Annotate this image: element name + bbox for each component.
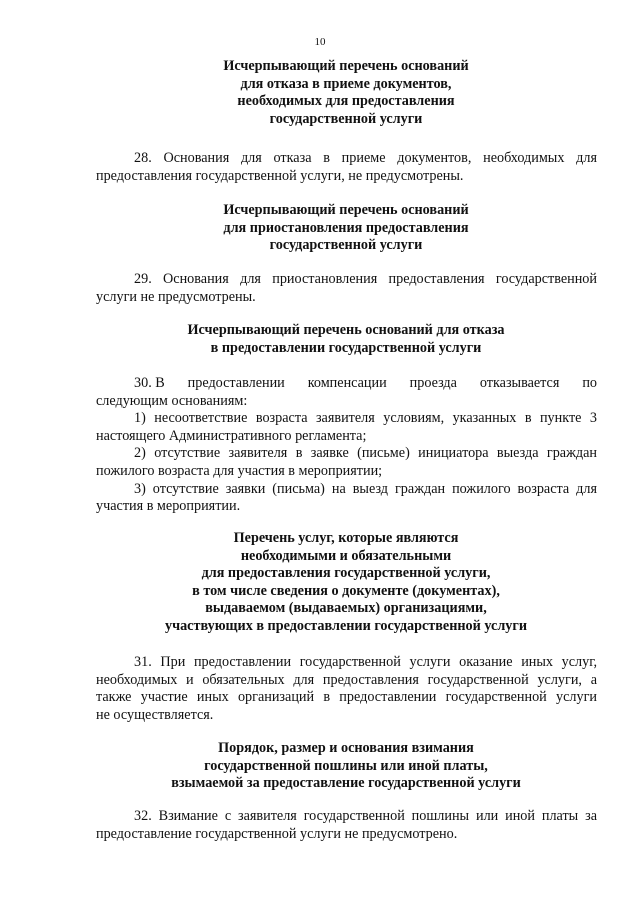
word: компенсации [307,375,387,391]
heading-line: Исчерпывающий перечень оснований для отказа [187,322,505,338]
paragraph-line: настоящего Административного регламента; [96,427,367,444]
section-heading-suspension [96,202,596,255]
paragraph-line: участия в мероприятии. [96,498,241,515]
heading-line: государственной услуги [269,237,423,254]
word: 30. В [134,375,165,391]
section-heading-fees [96,740,596,793]
paragraph-line: 32. Взимание с заявителя государственной пошлины или иной платы за [134,808,597,824]
word: по [582,375,597,391]
heading-line: Порядок, размер и основания взимания [218,740,474,756]
paragraph-28 [96,150,597,185]
paragraph-line: следующим основаниям: [96,392,248,409]
heading-line: Перечень услуг, которые являются [233,530,459,546]
paragraph-32 [96,808,597,843]
paragraph-line: также участие иных организаций в предоставлении государственной услуги [96,689,597,706]
list-item-2: 2) отсутствие заявителя в заявке (письме) инициатора выезда граждан [134,445,597,462]
word: предоставлении [187,375,285,391]
paragraph-line: 31. При предоставлении государственной услуги оказание иных услуг, [134,654,597,670]
paragraph-29 [96,271,597,306]
heading-line: участвующих в предоставлении государственной услуги [164,617,527,634]
heading-line: выдаваемом (выдаваемых) организациями, [205,600,487,617]
heading-line: Исчерпывающий перечень оснований [223,202,469,218]
list-item-1: 1) несоответствие возраста заявителя условиям, указанных в пункте 3 [134,410,597,427]
paragraph-line: предоставление государственной услуги не предусмотрено. [96,825,458,842]
word: проезда [409,375,457,391]
paragraph-line: услуги не предусмотрены. [96,288,256,305]
paragraph-30 [96,375,597,516]
paragraph-line: 29. Основания для приостановления предоставления государственной [134,271,597,287]
paragraph-line: необходимых и обязательных для предоставления государственной услуги, а [96,671,597,688]
heading-line: государственной услуги [269,110,423,127]
paragraph-line [96,375,597,393]
heading-line: необходимыми и обязательными [240,547,452,564]
paragraph-line: не осуществляется. [96,706,214,723]
heading-line: для предоставления государственной услуги, [201,565,491,582]
section-heading-refusal-documents [96,58,596,128]
page-number: 10 [314,36,326,48]
paragraph-line: 28. Основания для отказа в приеме документов, необходимых для [134,150,597,166]
heading-line: государственной пошлины или иной платы, [204,757,488,774]
heading-line: для отказа в приеме документов, [240,75,452,92]
heading-line: необходимых для предоставления [237,93,455,110]
paragraph-31 [96,654,597,724]
paragraph-line: предоставления государственной услуги, не предусмотрены. [96,167,464,184]
list-item-3: 3) отсутствие заявки (письма) на выезд граждан пожилого возраста для [134,480,597,497]
heading-line: в предоставлении государственной услуги [210,339,482,356]
section-heading-required-services [96,530,596,636]
heading-line: для приостановления предоставления [223,219,469,236]
heading-line: в том числе сведения о документе (документах), [192,582,500,599]
section-heading-refusal-service [96,322,596,357]
word: отказывается [479,375,560,391]
paragraph-line: пожилого возраста для участия в мероприятии; [96,462,383,479]
heading-line: взымаемой за предоставление государственной услуги [171,775,521,792]
heading-line: Исчерпывающий перечень оснований [223,58,469,74]
